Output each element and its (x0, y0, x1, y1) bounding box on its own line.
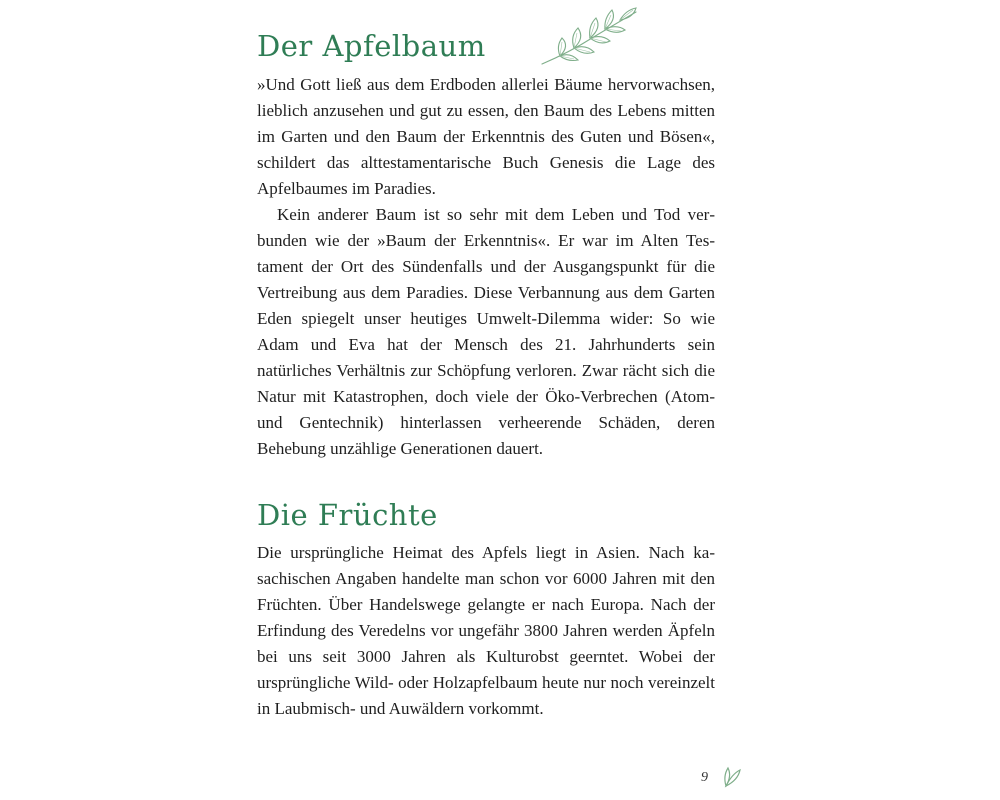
section-title-apfelbaum: Der Apfelbaum (257, 29, 486, 63)
section-body-apfelbaum (257, 72, 715, 462)
leaf-branch-icon (540, 6, 642, 72)
paragraph: Kein anderer Baum ist so sehr mit dem Leben und Tod verbunden wie der »Baum der Erkenntnis«. Er war im Alten Testament der Ort des Sündenfalls und der Ausgangspunkt für die Vertreibung aus dem Paradies. Diese Verbannung aus dem Garten Eden spiegelt unser heutiges Umwelt-Dilemma wider: So wie Adam und Eva hat der Mensch des 21. Jahrhunderts sein natürliches Verhältnis zur Schöpfung verloren. Zwar rächt sich die Natur mit Katastrophen, doch viele der Öko-Verbrechen (Atom- und Gentechnik) hinterlassen verheerende Schäden, deren Behebung unzählige Generationen dauert. (257, 205, 715, 458)
paragraph: Die ursprüngliche Heimat des Apfels liegt in Asien. Nach kasachischen Angaben handelte man schon vor 6000 Jahren mit den Früchten. Über Handelswege gelangte er nach Europa. Nach der Erfindung des Veredelns vor ungefähr 3800 Jahren werden Äpfeln bei uns seit 3000 Jahren als Kulturobst geerntet. Wobei der ursprüngliche Wild- oder Holzapfelbaum heute nur noch vereinzelt in Laubmisch- und Auwäldern vorkommt. (257, 543, 715, 718)
page-number: 9 (701, 770, 708, 785)
section-body-fruechte (257, 540, 715, 722)
leaf-icon (720, 762, 742, 788)
section-title-fruechte: Die Früchte (257, 498, 438, 532)
paragraph: »Und Gott ließ aus dem Erdboden allerlei Bäume hervorwachsen, lieblich anzusehen und gut zu essen, den Baum des Lebens mitten im Garten und den Baum der Erkenntnis des Guten und Bösen«, schildert das alttestamentarische Buch Genesis die Lage des Apfelbaumes im Paradies. (257, 75, 715, 198)
